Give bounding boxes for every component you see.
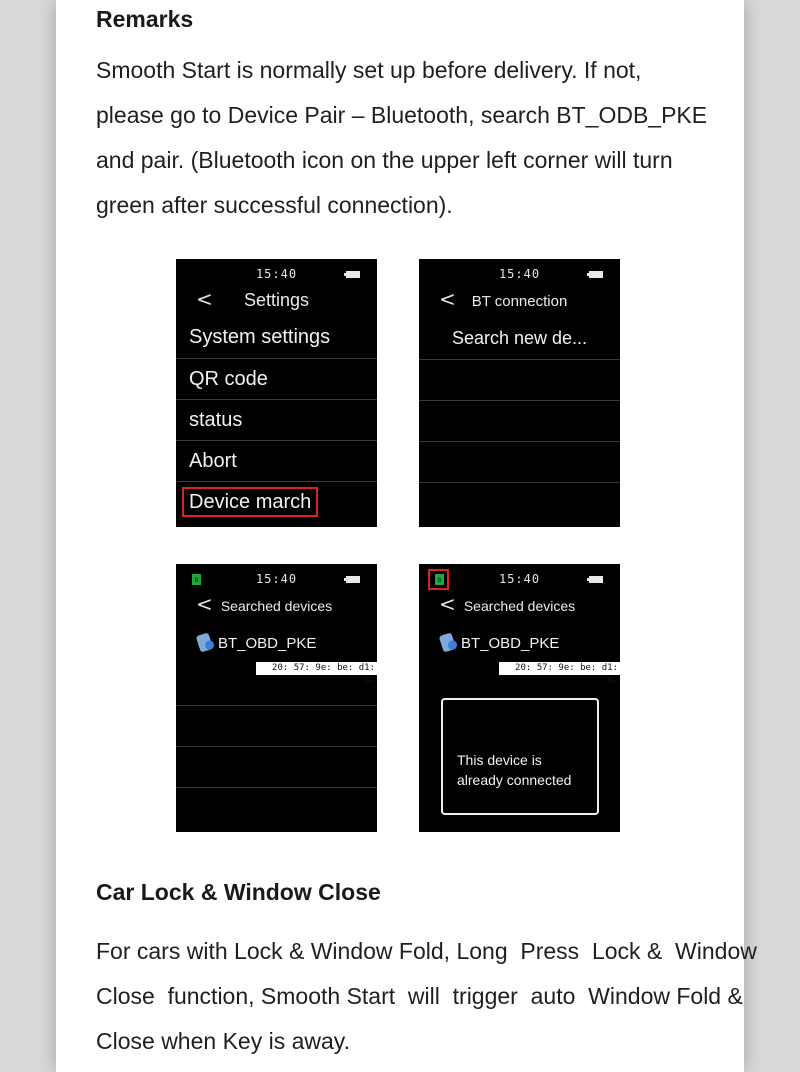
menu-item-abort[interactable]: Abort <box>176 440 377 481</box>
screen-title: Searched devices <box>220 598 333 614</box>
popup-line: already connected <box>457 772 572 788</box>
menu-item-status[interactable]: status <box>176 399 377 440</box>
device-name[interactable]: BT_OBD_PKE <box>218 635 317 652</box>
car-lock-line: Close when Key is away. <box>96 1028 350 1054</box>
screen-title: Settings <box>243 290 310 310</box>
battery-icon <box>346 271 360 278</box>
menu-item-qr-code[interactable]: QR code <box>176 358 377 399</box>
divider <box>176 746 377 747</box>
car-lock-line: For cars with Lock & Window Fold, Long Press Lock & Window <box>96 938 757 964</box>
car-lock-heading: Car Lock & Window Close <box>96 879 381 905</box>
remarks-line: green after successful connection). <box>96 192 453 218</box>
bt-connection-screen <box>419 259 620 527</box>
remarks-paragraph <box>96 48 708 228</box>
battery-icon <box>589 271 603 278</box>
device-mac-address: 20: 57: 9e: be: d1: 8e <box>256 662 377 675</box>
searched-devices-screen <box>176 564 377 832</box>
device-icon <box>439 632 457 652</box>
remarks-line: and pair. (Bluetooth icon on the upper left corner will turn <box>96 147 673 173</box>
remarks-heading: Remarks <box>96 6 194 32</box>
bluetooth-icon: ʙ <box>435 574 444 585</box>
device-icon <box>196 632 214 652</box>
empty-row <box>419 359 620 400</box>
menu-item-search-new-device[interactable]: Search new de... <box>451 328 588 348</box>
status-time: 15:40 <box>498 267 541 281</box>
device-march-highlight[interactable]: Device march <box>182 487 318 517</box>
bluetooth-icon: ʙ <box>192 574 201 585</box>
connected-popup[interactable] <box>441 698 599 815</box>
empty-row <box>419 482 620 523</box>
device-mac-address: 20: 57: 9e: be: d1: 8e <box>499 662 620 675</box>
screen-title: BT connection <box>471 293 568 310</box>
popup-message <box>457 750 571 790</box>
battery-icon <box>346 576 360 583</box>
back-chevron-icon[interactable]: < <box>196 287 213 311</box>
battery-icon <box>589 576 603 583</box>
back-chevron-icon[interactable]: < <box>196 592 213 616</box>
device-connected-screen <box>419 564 620 832</box>
back-chevron-icon[interactable]: < <box>439 287 456 311</box>
menu-item-device-march[interactable] <box>176 481 377 522</box>
status-time: 15:40 <box>498 572 541 586</box>
divider <box>176 705 377 706</box>
back-chevron-icon[interactable]: < <box>439 592 456 616</box>
divider <box>176 787 377 788</box>
car-lock-paragraph <box>96 929 757 1064</box>
remarks-line: please go to Device Pair – Bluetooth, search BT_ODB_PKE <box>96 102 708 128</box>
popup-line: This device is <box>457 752 542 768</box>
status-time: 15:40 <box>255 267 298 281</box>
empty-row <box>419 441 620 482</box>
menu-item-system-settings[interactable]: System settings <box>189 326 331 348</box>
remarks-line: Smooth Start is normally set up before delivery. If not, <box>96 57 642 83</box>
document-page <box>56 0 757 1072</box>
screen-title: Searched devices <box>463 598 576 614</box>
device-name[interactable]: BT_OBD_PKE <box>461 635 560 652</box>
empty-row <box>419 400 620 441</box>
car-lock-line: Close function, Smooth Start will trigger auto Window Fold & <box>96 983 743 1009</box>
status-time: 15:40 <box>255 572 298 586</box>
settings-screen <box>176 259 377 527</box>
